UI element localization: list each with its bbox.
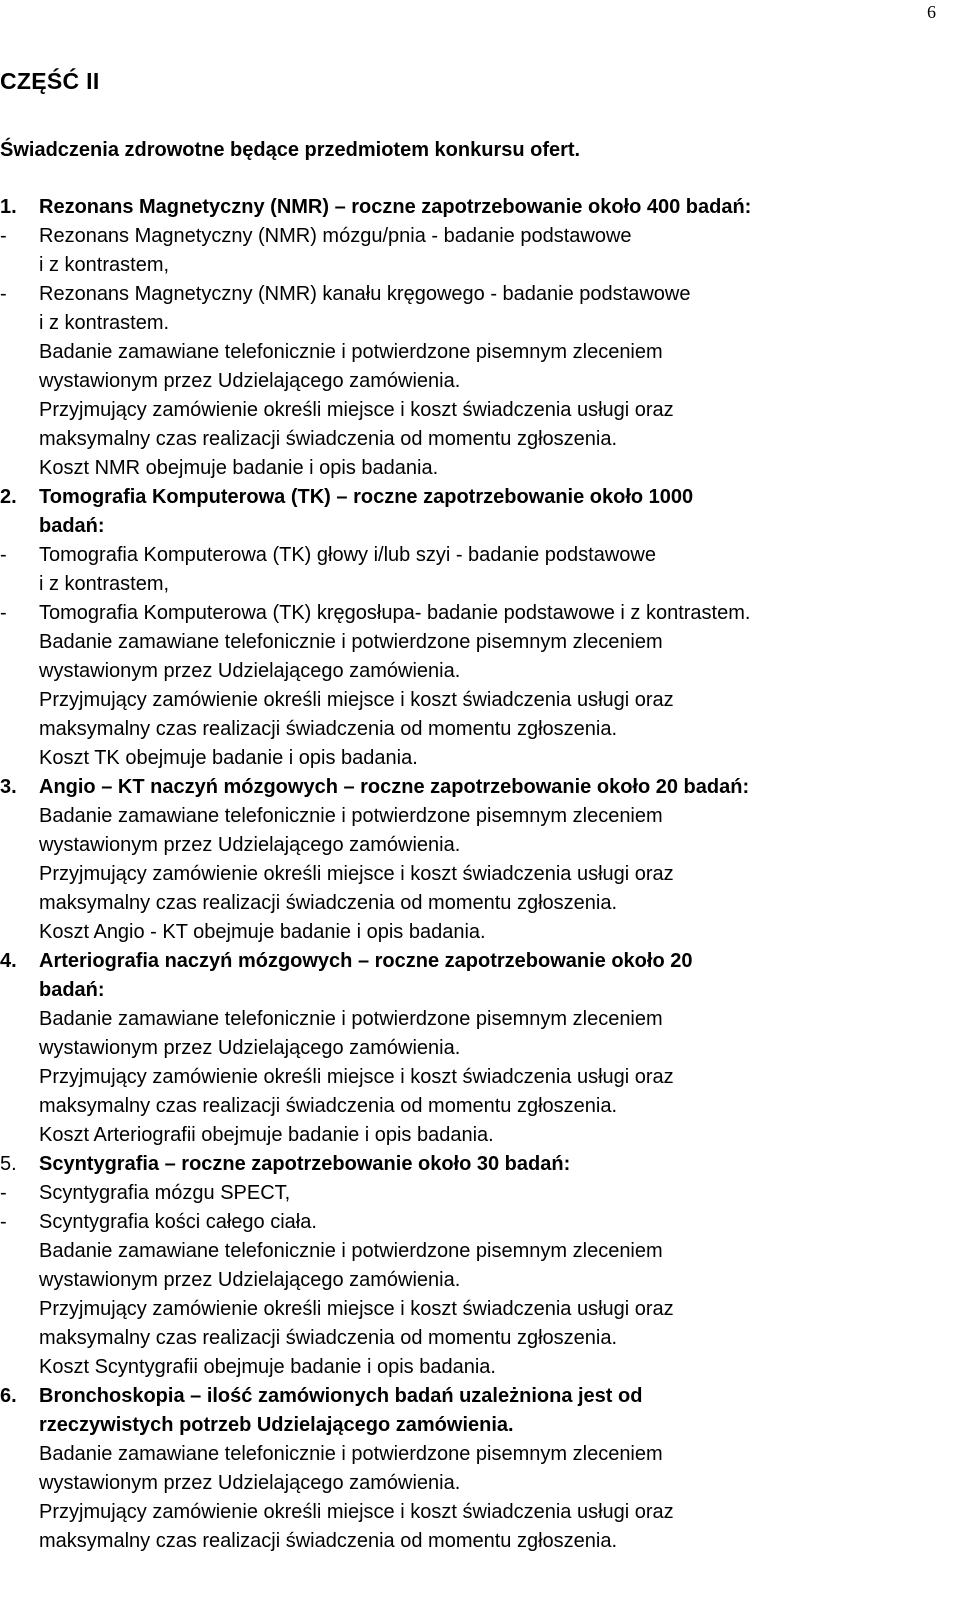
taker-note: maksymalny czas realizacji świadczenia od momentu zgłoszenia. — [39, 1327, 618, 1349]
taker-note: maksymalny czas realizacji świadczenia od momentu zgłoszenia. — [39, 892, 618, 914]
list-dash: - — [0, 544, 7, 566]
section-heading-continuation: badań: — [39, 515, 105, 537]
cost-note: Koszt Scyntygrafii obejmuje badanie i opis badania. — [39, 1356, 496, 1378]
section-heading-text: Bronchoskopia – ilość zamówionych badań uzależniona jest od — [39, 1385, 643, 1407]
cost-note: Koszt TK obejmuje badanie i opis badania. — [39, 747, 418, 769]
section-1-nmr — [0, 193, 958, 483]
section-number: 4. — [0, 950, 17, 972]
taker-note: Przyjmujący zamówienie określi miejsce i koszt świadczenia usługi oraz — [39, 1501, 674, 1523]
section-heading-text: Tomografia Komputerowa (TK) – roczne zapotrzebowanie około 1000 — [39, 486, 694, 508]
section-2-heading — [0, 483, 958, 512]
section-number: 5. — [0, 1153, 17, 1175]
section-4-heading — [0, 947, 958, 976]
order-note: wystawionym przez Udzielającego zamówienia. — [39, 834, 461, 856]
list-item-text: Tomografia Komputerowa (TK) głowy i/lub szyi - badanie podstawowe — [39, 544, 656, 566]
section-5-heading — [0, 1150, 958, 1179]
taker-note: maksymalny czas realizacji świadczenia od momentu zgłoszenia. — [39, 1530, 618, 1552]
section-subtitle: Świadczenia zdrowotne będące przedmiotem konkursu ofert. — [0, 139, 581, 161]
order-note: Badanie zamawiane telefonicznie i potwierdzone pisemnym zleceniem — [39, 1008, 663, 1030]
section-5-scyntygrafia — [0, 1150, 958, 1382]
section-3-angio-kt — [0, 773, 958, 947]
section-number: 6. — [0, 1385, 17, 1407]
taker-note: Przyjmujący zamówienie określi miejsce i koszt świadczenia usługi oraz — [39, 1066, 674, 1088]
cost-note: Koszt Angio - KT obejmuje badanie i opis badania. — [39, 921, 486, 943]
section-heading-text: Arteriografia naczyń mózgowych – roczne zapotrzebowanie około 20 — [39, 950, 693, 972]
cost-note: Koszt Arteriografii obejmuje badanie i opis badania. — [39, 1124, 494, 1146]
list-item — [0, 1179, 958, 1208]
section-number: 3. — [0, 776, 17, 798]
cost-note: Koszt NMR obejmuje badanie i opis badania. — [39, 457, 439, 479]
order-note: Badanie zamawiane telefonicznie i potwierdzone pisemnym zleceniem — [39, 1240, 663, 1262]
list-item-text: Scyntygrafia kości całego ciała. — [39, 1211, 317, 1233]
order-note: Badanie zamawiane telefonicznie i potwierdzone pisemnym zleceniem — [39, 631, 663, 653]
list-item — [0, 599, 958, 628]
taker-note: Przyjmujący zamówienie określi miejsce i koszt świadczenia usługi oraz — [39, 689, 674, 711]
section-3-heading — [0, 773, 958, 802]
section-heading-continuation: badań: — [39, 979, 105, 1001]
list-item — [0, 280, 958, 309]
list-item — [0, 222, 958, 251]
section-heading-continuation: rzeczywistych potrzeb Udzielającego zamówienia. — [39, 1414, 514, 1436]
order-note: wystawionym przez Udzielającego zamówienia. — [39, 660, 461, 682]
list-item-text: Tomografia Komputerowa (TK) kręgosłupa- badanie podstawowe i z kontrastem. — [39, 602, 751, 624]
list-dash: - — [0, 283, 7, 305]
document-body — [0, 193, 958, 1556]
taker-note: Przyjmujący zamówienie określi miejsce i koszt świadczenia usługi oraz — [39, 863, 674, 885]
section-4-arteriografia — [0, 947, 958, 1150]
section-2-tk — [0, 483, 958, 773]
list-item — [0, 1208, 958, 1237]
list-dash: - — [0, 1211, 7, 1233]
taker-note: maksymalny czas realizacji świadczenia od momentu zgłoszenia. — [39, 1095, 618, 1117]
section-heading-text: Rezonans Magnetyczny (NMR) – roczne zapotrzebowanie około 400 badań: — [39, 196, 752, 218]
list-item-continuation: i z kontrastem, — [39, 254, 170, 276]
section-heading-text: Scyntygrafia – roczne zapotrzebowanie około 30 badań: — [39, 1153, 571, 1175]
taker-note: Przyjmujący zamówienie określi miejsce i koszt świadczenia usługi oraz — [39, 1298, 674, 1320]
order-note: Badanie zamawiane telefonicznie i potwierdzone pisemnym zleceniem — [39, 1443, 663, 1465]
section-title: CZĘŚĆ II — [0, 68, 100, 94]
section-6-bronchoskopia — [0, 1382, 958, 1556]
order-note: Badanie zamawiane telefonicznie i potwierdzone pisemnym zleceniem — [39, 341, 663, 363]
section-heading-text: Angio – KT naczyń mózgowych – roczne zapotrzebowanie około 20 badań: — [39, 776, 750, 798]
list-item-text: Rezonans Magnetyczny (NMR) kanału kręgowego - badanie podstawowe — [39, 283, 691, 305]
order-note: wystawionym przez Udzielającego zamówienia. — [39, 370, 461, 392]
list-dash: - — [0, 1182, 7, 1204]
list-item-text: Scyntygrafia mózgu SPECT, — [39, 1182, 291, 1204]
taker-note: maksymalny czas realizacji świadczenia od momentu zgłoszenia. — [39, 428, 618, 450]
list-item-continuation: i z kontrastem. — [39, 312, 170, 334]
list-item-text: Rezonans Magnetyczny (NMR) mózgu/pnia - badanie podstawowe — [39, 225, 632, 247]
section-6-heading — [0, 1382, 958, 1411]
list-item-continuation: i z kontrastem, — [39, 573, 170, 595]
order-note: wystawionym przez Udzielającego zamówienia. — [39, 1037, 461, 1059]
order-note: Badanie zamawiane telefonicznie i potwierdzone pisemnym zleceniem — [39, 805, 663, 827]
order-note: wystawionym przez Udzielającego zamówienia. — [39, 1472, 461, 1494]
order-note: wystawionym przez Udzielającego zamówienia. — [39, 1269, 461, 1291]
taker-note: Przyjmujący zamówienie określi miejsce i koszt świadczenia usługi oraz — [39, 399, 674, 421]
list-dash: - — [0, 602, 7, 624]
list-dash: - — [0, 225, 7, 247]
section-number: 2. — [0, 486, 17, 508]
section-1-heading — [0, 193, 958, 222]
taker-note: maksymalny czas realizacji świadczenia od momentu zgłoszenia. — [39, 718, 618, 740]
list-item — [0, 541, 958, 570]
section-number: 1. — [0, 196, 17, 218]
page-number: 6 — [927, 2, 936, 22]
